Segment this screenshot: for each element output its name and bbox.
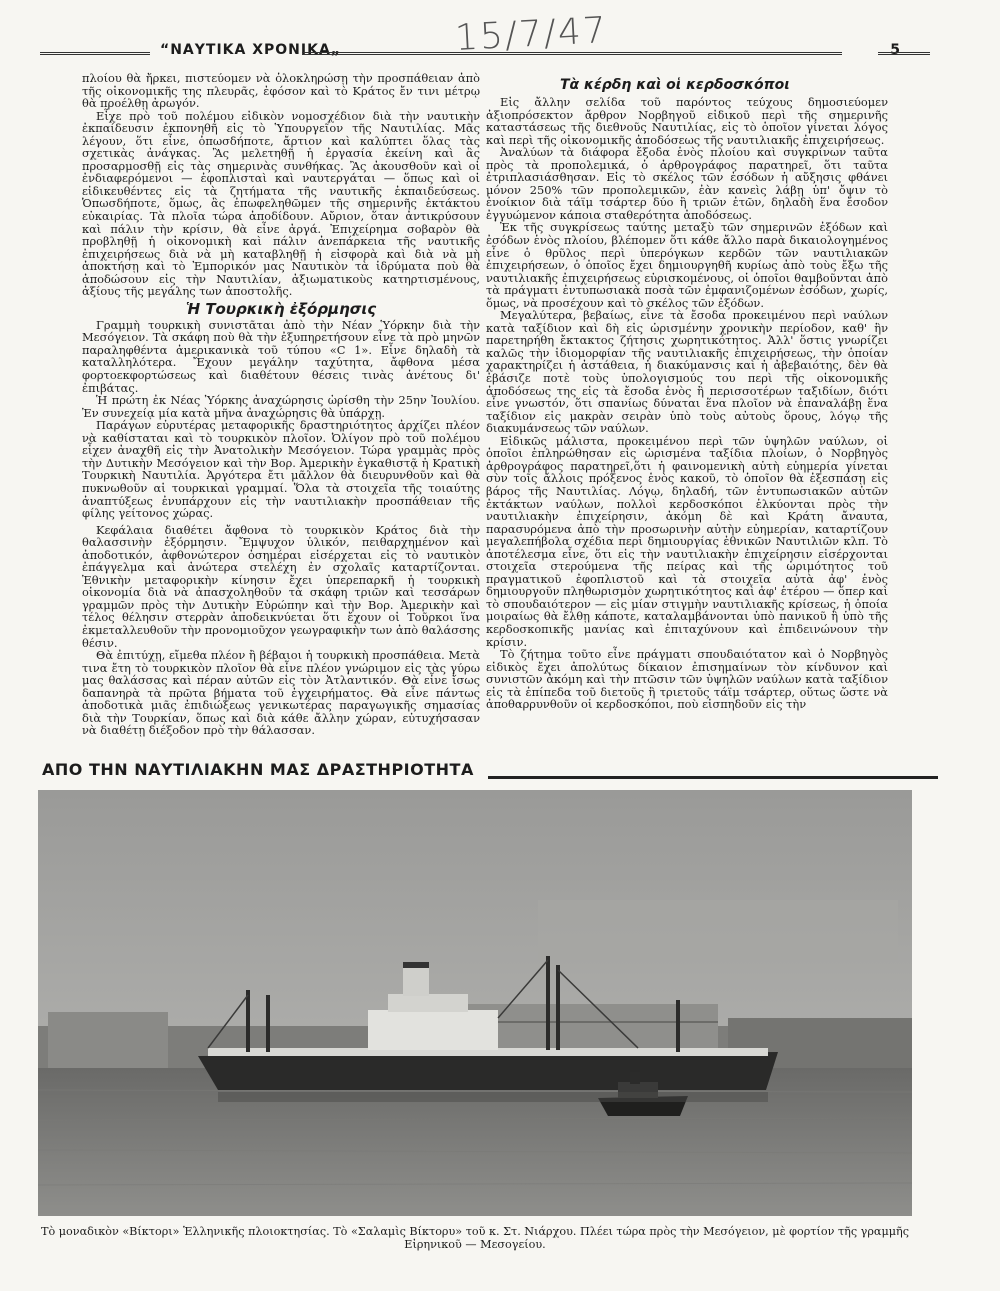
article-paragraph: Ἐκ τῆς συγκρίσεως ταύτης μεταξὺ τῶν σημερινῶν ἐξόδων καὶ ἐσόδων ἑνὸς πλοίου, βλέπομεν ὅτι κάθε ἄλλο παρὰ δικαιολογημένος εἶνε ὁ θρῦλος περὶ ὑπερόγκων κερδῶν τῶν ναυτιλιακῶν ἐπιχειρήσεων, ὁ ὁποῖος ἔχει δημιουργηθῆ κυρίως ἀπὸ τοὺς ἔξω τῆς ναυτιλιακῆς ἐπιχειρήσεως εὑρισκομένους, οἱ ὁποῖοι θαμβοῦνται ἀπὸ τὰ πράγματι ἐντυπωσιακὰ ποσὰ τῶν ἐμφανιζομένων ἐσόδων, χωρίς, ὅμως, νὰ προσέχουν καὶ τὸ σκέλος τῶν ἐξόδων. — [486, 220, 888, 310]
article-paragraph: Ἡ πρώτη ἐκ Νέας Ὑόρκης ἀναχώρησις ὡρίσθη τὴν 25ην Ἰουλίου. Ἐν συνεχείᾳ μία κατὰ μῆνα ἀναχώρησις θὰ ὑπάρχῃ. — [82, 393, 480, 420]
page-number: 5 — [890, 42, 900, 58]
article-paragraph: Θὰ ἐπιτύχῃ, εἴμεθα πλέον ἢ βέβαιοι ἡ τουρκικὴ προσπάθεια. Μετὰ τινα ἔτη τὸ τουρκικὸν πλοῖον θὰ εἶνε πλέον γνώριμον εἰς τὰς γύρω μας θαλάσσας καὶ πέραν αὐτῶν εἰς τὸν Ἀτλαντικόν. Θὰ εἶνε ἴσως δαπανηρὰ τὰ πρῶτα βήματα τοῦ ἐγχειρήματος. Θὰ εἶνε πάντως ἀποδοτικὰ μιᾶς ἐπιδιώξεως γενικωτέρας παραγωγικῆς σημασίας διὰ τὴν Τουρκίαν, ὅπως καὶ διὰ κάθε ἄλλην χώραν, εὐτυχήσασαν νὰ διαθέτῃ διέξοδον πρὸ τὴν θάλασσαν. — [82, 648, 480, 738]
article-paragraph: Μεγαλύτερα, βεβαίως, εἶνε τὰ ἔσοδα προκειμένου περὶ ναύλων κατὰ ταξίδιον καὶ δὴ εἰς ὡρισμένην χρονικὴν περίοδον, καθ' ἣν παρετηρήθη ἔκτακτος ζήτησις χωρητικότητος. Ἀλλ' ὅστις γνωρίζει καλῶς τὴν ἰδιομορφίαν τῆς ναυτιλιακῆς ἐπιχειρήσεως, τὴν ὁποίαν χαρακτηρίζει ἡ ἀστάθεια, ἡ διακύμανσις καὶ ἡ ἀβεβαιότης, δὲν θὰ ἐβάσιζε ποτὲ τοὺς ὑπολογισμούς του περὶ τῆς οἰκονομικῆς ἀποδόσεως της εἰς τὰ ἔσοδα ἑνὸς ἢ περισσοτέρων ταξιδίων, διότι εἶνε γνωστόν, ὅτι σπανίως δύναται ἕνα πλοῖον νὰ ἐπαναλάβῃ ἕνα ταξίδιον εἰς μακρὰν σειρὰν ὑπὸ τοὺς αὐτοὺς ὅρους, λόγῳ τῆς διακυμάνσεως τῶν ναύλων. — [486, 308, 888, 436]
section-rule — [488, 776, 938, 779]
publication-title: “ΝΑΥΤΙΚΑ ΧΡΟΝΙΚΑ„ — [160, 42, 341, 58]
header-rule-left — [40, 52, 150, 55]
article-paragraph: Κεφάλαια διαθέτει ἄφθονα τὸ τουρκικὸν Κράτος διὰ τὴν θαλασσινὴν ἐξόρμησιν. Ἔμψυχον ὑλικόν, πειθαρχημένον καὶ ἀποδοτικόν, ἀφθονώτερον ὁσημέραι εἰσέρχεται εἰς τὸ ναυτικὸν ἐπάγγελμα καὶ ἀνώτερα στελέχη ἐν σχολαῖς καταρτίζονται. Ἐθνικὴν μεταφορικὴν κίνησιν ἔχει ὑπερεπαρκῆ ἡ τουρκικὴ οἰκονομία διὰ νὰ ἀπασχοληθοῦν τὰ σκάφη τριῶν καὶ τεσσάρων γραμμῶν πρὸς τὴν Δυτικὴν Εὐρώπην καὶ τὴν Βορ. Ἀμερικὴν καὶ τέλος θέλησιν στερρὰν ἀποδεικνύεται ὅτι ἔχουν οἱ Τοῦρκοι ἵνα ἐκμεταλλευθοῦν τὴν προνομιοῦχον γεωγραφικὴν των ἀπὸ θαλάσσης θέσιν. — [82, 522, 480, 650]
handwritten-date: 15/7/47 — [454, 10, 609, 59]
section-header — [40, 760, 940, 786]
photo-caption: Τὸ μοναδικὸν «Βίκτορι» Ἑλληνικῆς πλοιοκτησίας. Τὸ «Σαλαμὶς Βίκτορυ» τοῦ κ. Στ. Νιάρχου. Πλέει τώρα πρὸς τὴν Μεσόγειον, μὲ φορτίον τῆς γραμμῆς Εἰρηνικοῦ — Μεσογείου. — [41, 1225, 909, 1251]
right-column — [486, 96, 888, 711]
article-paragraph: Εἰδικῶς μάλιστα, προκειμένου περὶ τῶν ὑψηλῶν ναύλων, οἱ ὁποῖοι ἐπληρώθησαν εἰς ὡρισμένα ταξίδια πλοίων, ὁ Νορβηγὸς ἀρθρογράφος παρατηρεῖ,ὅτι ἡ φαινομενικὴ αὐτὴ εὐημερία γίνεται σὺν τοῖς ἄλλοις πρόξενος ἑνὸς κακοῦ, τὸ ὁποῖον θὰ ἐξεσπάσῃ εἰς βάρος τῆς Ναυτιλίας. Λόγῳ, δηλαδή, τῶν ἐντυπωσιακῶν αὐτῶν ἐκτάκτων ναύλων, πολλοὶ κερδοσκόποι ἑλκύονται πρὸς τὴν ναυτιλιακὴν ἐπιχείρησιν, ἀκόμη δὲ καὶ Κράτη ἄναυτα, παρασυρόμενα ἀπὸ τὴν προσωρινὴν αὐτὴν εὐημερίαν, καταρτίζουν μεγαλεπήβολα σχέδια περὶ δημιουργίας ἐθνικῶν Ναυτιλιῶν κλπ. Τὸ ἀποτέλεσμα εἶνε, ὅτι εἰς τὴν ναυτιλιακὴν ἐπιχείρησιν εἰσέρχονται στοιχεῖα στερούμενα τῆς πείρας καὶ τῆς ὡριμότητος τοῦ πραγματικοῦ ἐφοπλιστοῦ καὶ τὰ στοιχεῖα αὐτὰ ἀφ' ἑνὸς δημιουργοῦν πληθωρισμὸν χωρητικότητος καὶ ἀφ' ἑτέρου — ὅπερ καὶ τὸ σπουδαιότερον — εἰς μίαν στιγμὴν ναυτιλιακῆς κρίσεως, ἡ ὁποία μοιραίως θὰ ἔλθῃ κάποτε, καταλαμβάνονται ὑπὸ πανικοῦ ἢ ὑπὸ τῆς κερδοσκοπικῆς μανίας καὶ ἐπιταχύνουν καὶ ἐπιδεινώνουν τὴν κρίσιν. — [486, 433, 888, 649]
article-paragraph: Ἀναλύων τὰ διάφορα ἔξοδα ἑνὸς πλοίου καὶ συγκρίνων ταῦτα πρὸς τὰ προπολεμικά, ὁ ἀρθρογράφος παρατηρεῖ, ὅτι ταῦτα ἐτριπλασιάσθησαν. Εἰς τὸ σκέλος τῶν ἐσόδων ἡ αὔξησις φθάνει μόνον 250% τῶν προπολεμικῶν, ἐὰν κανεὶς λάβῃ ὑπ' ὄψιν τὸ ἐνοίκιον διὰ τάϊμ τσάρτερ δύο ἢ τριῶν ἐτῶν, δηλαδὴ ἕνα ἔσοδον ἐγγυώμενον κάποια σταθερότητα ἀποδόσεως. — [486, 145, 888, 222]
left-column — [82, 72, 480, 737]
article-paragraph: Γραμμὴ τουρκικὴ συνιστᾶται ἀπὸ τὴν Νέαν Ὑόρκην διὰ τὴν Μεσόγειον. Τὰ σκάφη ποὺ θὰ τὴν ἐξυπηρετήσουν εἶνε τὰ πρὸ μηνῶν παραληφθέντα ἀμερικανικὰ τοῦ τύπου «C 1». Εἶνε δηλαδὴ τὰ καταλληλότερα. Ἔχουν μεγάλην ταχύτητα, ἄφθονα μέσα φορτοεκφορτώσεως καὶ διαθέτουν θέσεις τινὰς ἀνέτους δι' ἐπιβάτας. — [82, 317, 480, 395]
article-paragraph: πλοίου θὰ ἤρκει, πιστεύομεν νὰ ὁλοκληρώσῃ τὴν προσπάθειαν ἀπὸ τῆς οἰκονομικῆς της πλευρᾶς, ἐφόσον καὶ τὸ Κράτος ἔν τινι μέτρῳ θὰ προέλθῃ ἀρωγόν. — [82, 71, 480, 111]
profits-article-heading: Τὰ κέρδη καὶ οἱ κερδοσκόποι — [560, 77, 790, 93]
article-paragraph: Εἰς ἄλλην σελίδα τοῦ παρόντος τεύχους δημοσιεύομεν ἀξιοπρόσεκτον ἄρθρον Νορβηγοῦ εἰδικοῦ περὶ τῆς σημερινῆς καταστάσεως τῆς διεθνοῦς Ναυτιλίας, εἰς τὸ ὁποῖον γίνεται λόγος καὶ περὶ τῆς οἰκονομικῆς ἀποδόσεως τῆς ναυτιλιακῆς ἐπιχειρήσεως. — [486, 95, 888, 147]
article-paragraph: Εἶχε πρὸ τοῦ πολέμου εἰδικὸν νομοσχέδιον διὰ τὴν ναυτικὴν ἐκπαίδευσιν ἐκπονηθῆ εἰς τὸ Ὑπουργεῖον τῆς Ναυτιλίας. Μᾶς λέγουν, ὅτι εἶνε, ὁπωσδήποτε, ἄρτιον καὶ καλύπτει ὅλας τὰς σχετικὰς ἀνάγκας. Ἂς μελετηθῇ ἡ ἐργασία ἐκείνη καὶ ἂς προσαρμοσθῇ εἰς τὰς σημερινὰς συνθήκας. Ἂς ἀκουσθοῦν καὶ οἱ ἐνδιαφερόμενοι — ἐφοπλισταὶ καὶ ναυτεργάται — ὅπως καὶ οἱ εἰδικευθέντες εἰς τὰ ζητήματα τῆς ναυτικῆς ἐκπαιδεύσεως. Ὁπωσδήποτε, ὅμως, ἂς ἐπωφεληθῶμεν τῆς σημερινῆς ἐκτάκτου εὐκαιρίας. Τὰ πλοῖα τώρα ἀποδίδουν. Αὔριον, ὅταν ἀντικρύσουν καὶ πάλιν τὴν κρίσιν, θὰ εἶνε ἀργά. Ἐπιχείρημα σοβαρὸν θὰ προβληθῇ ἡ οἰκονομικὴ καὶ πάλιν ἀνεπάρκεια τῆς ναυτικῆς ἐπιχειρήσεως διὰ νὰ μὴ καταβληθῇ ἡ εἰσφορὰ καὶ διὰ νὰ μὴ ἀποκτήσῃ καὶ τὸ Ἐμπορικόν μας Ναυτικὸν τὰ ἱδρύματα ποὺ θὰ ἀποδώσουν εἰς τὴν Ναυτιλίαν, ἀξιωματικοὺς κατηρτισμένους, ἀξίους τῆς μεγάλης των ἀποστολῆς. — [82, 108, 480, 299]
ship-photo — [38, 790, 912, 1216]
ship-photo-illustration — [38, 790, 912, 1216]
turkish-article-heading: Ἡ Τουρκικὴ ἐξόρμησις — [185, 299, 377, 318]
section-title: ΑΠΟ ΤΗΝ ΝΑΥΤΙΛΙΑΚΗΝ ΜΑΣ ΔΡΑΣΤΗΡΙΟΤΗΤΑ — [42, 760, 474, 779]
page-header — [40, 42, 930, 64]
article-paragraph: Παράγων εὐρυτέρας μεταφορικῆς δραστηριότητος ἀρχίζει πλέον νὰ καθίσταται καὶ τὸ τουρκικὸν πλοῖον. Ὀλίγον πρὸ τοῦ πολέμου εἶχεν ἀναχθῆ εἰς τὴν Ἀνατολικὴν Μεσόγειον. Τώρα γραμμὰς πρὸς τὴν Δυτικὴν Μεσόγειον καὶ τὴν Βορ. Ἀμερικὴν ἐγκαθιστᾷ ἡ Κρατικὴ Τουρκικὴ Ναυτιλία. Ἀργότερα ἔτι μᾶλλον θὰ διευρυνθοῦν καὶ θὰ πυκνωθοῦν αἱ τουρκικαὶ γραμμαί. Ὅλα τὰ στοιχεῖα τῆς τοιαύτης ἀναπτύξεως ἐνυπάρχουν εἰς τὴν ναυτιλιακὴν προσπάθειαν τῆς φίλης γείτονος χώρας. — [82, 418, 480, 521]
header-rule-middle — [302, 52, 842, 55]
header-rule-right — [878, 52, 930, 55]
article-paragraph: Τὸ ζήτημα τοῦτο εἶνε πράγματι σπουδαιότατον καὶ ὁ Νορβηγὸς εἰδικὸς ἔχει ἀπολύτως δίκαιον ἐπισημαίνων τὸν κίνδυνον καὶ συνιστῶν ἀκόμη καὶ τὴν πτῶσιν τῶν ὑψηλῶν ναύλων κατὰ ταξίδιον εἰς τὰ ἐπίπεδα τοῦ διετοῦς ἢ τριετοῦς τάϊμ τσάρτερ, οὕτως ὥστε νὰ ἀποθαρρυνθοῦν οἱ κερδοσκόποι, ποὺ εἰσπηδοῦν εἰς τὴν — [486, 647, 888, 712]
